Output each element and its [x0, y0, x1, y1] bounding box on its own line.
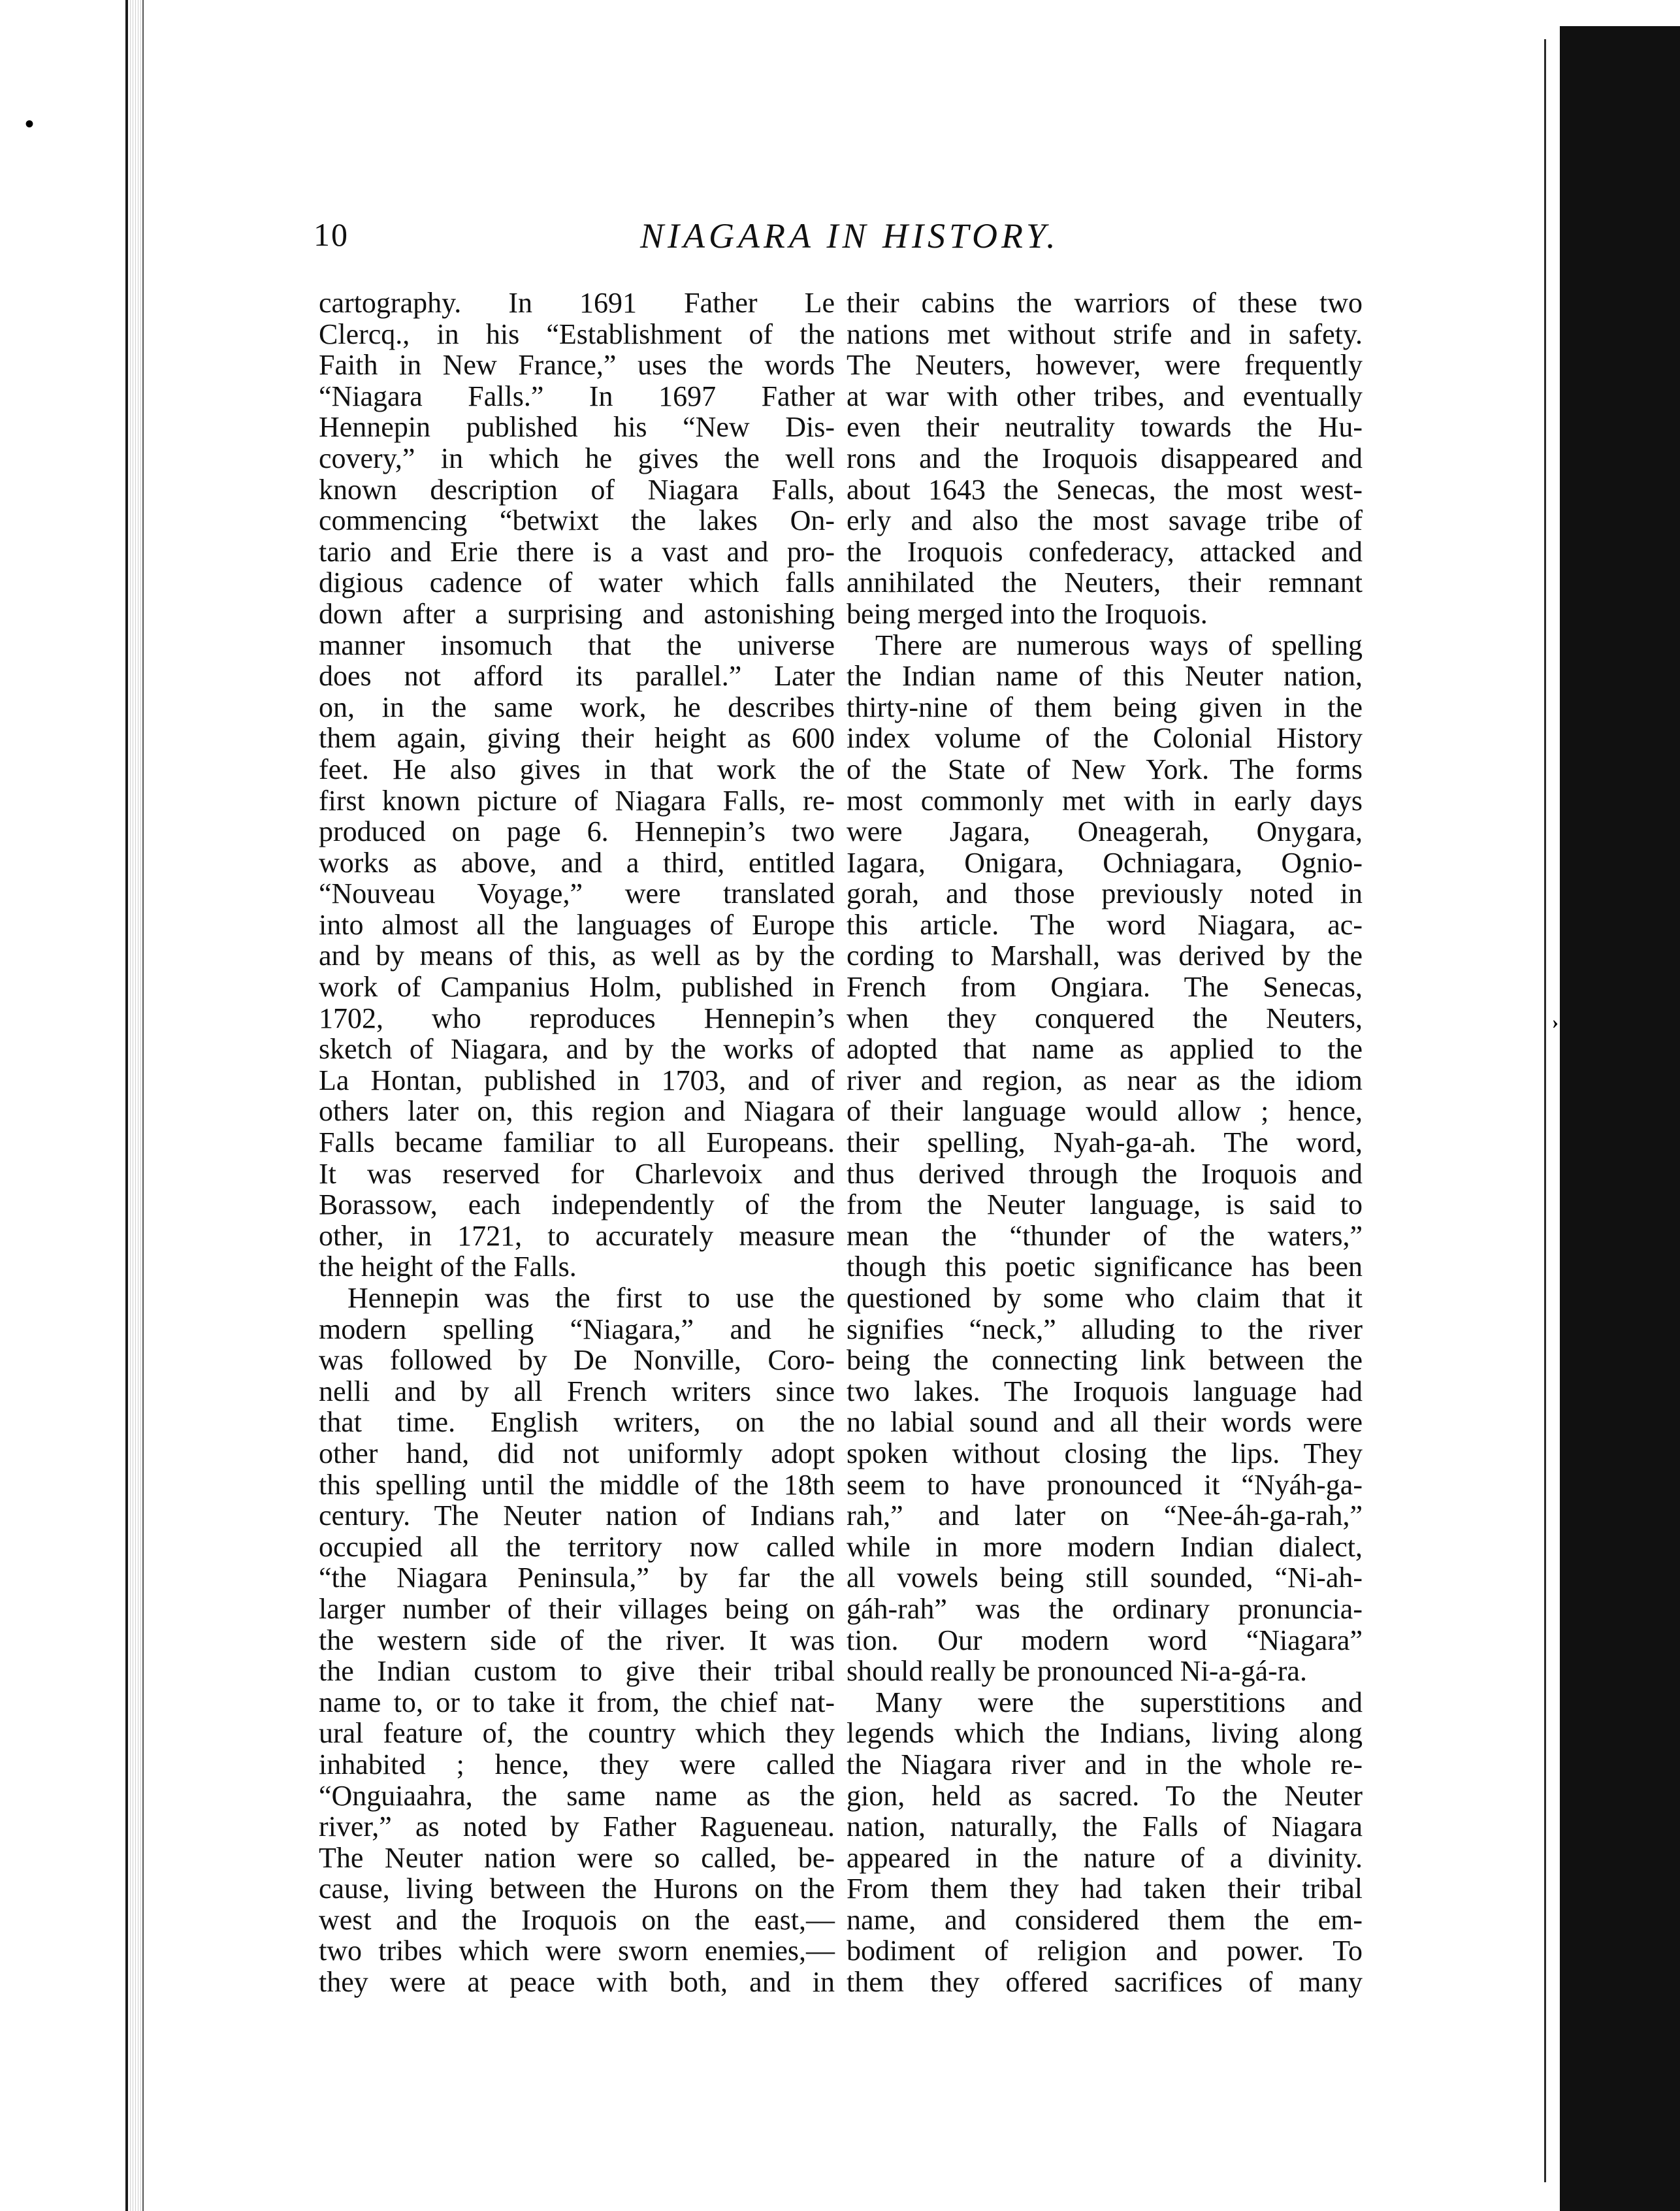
scan-mark-icon: ›: [1552, 1011, 1559, 1033]
text-line: name, and considered them the em-: [847, 1903, 1363, 1936]
text-line: west and the Iroquois on the east,—: [319, 1903, 835, 1936]
text-line: of the State of New York. The forms: [847, 753, 1363, 785]
text-line: “Onguiaahra, the same name as the: [319, 1779, 835, 1812]
text-line: the western side of the river. It was: [319, 1624, 835, 1656]
text-line: cartography. In 1691 Father Le: [319, 287, 835, 319]
text-line: “Nouveau Voyage,” were translated: [319, 877, 835, 910]
text-line: rons and the Iroquois disappeared and: [847, 442, 1363, 474]
text-line: being the connecting link between the: [847, 1344, 1363, 1377]
text-line: all vowels being still sounded, “Ni-ah-: [847, 1562, 1363, 1594]
text-line: The Neuters, however, were frequently: [847, 349, 1363, 382]
text-column-left: [319, 287, 835, 1998]
text-line: There are numerous ways of spelling: [875, 629, 1363, 661]
text-line: down after a surprising and astonishing: [319, 597, 835, 630]
text-line: signifies “neck,” alluding to the river: [847, 1313, 1363, 1345]
text-line: river and region, as near as the idiom: [847, 1064, 1363, 1096]
text-line: thus derived through the Iroquois and: [847, 1157, 1363, 1190]
text-line: name to, or to take it from, the chief nat-: [319, 1686, 835, 1718]
text-line: century. The Neuter nation of Indians: [319, 1499, 835, 1532]
text-line: when they conquered the Neuters,: [847, 1002, 1363, 1034]
text-line: no labial sound and all their words were: [847, 1406, 1363, 1439]
text-line: their cabins the warriors of these two: [847, 287, 1363, 319]
text-line: other hand, did not uniformly adopt: [319, 1437, 835, 1469]
page-edge-right: [1544, 39, 1546, 2182]
text-line: first known picture of Niagara Falls, re-: [319, 784, 835, 817]
text-line: known description of Niagara Falls,: [319, 473, 835, 506]
text-line: feet. He also gives in that work the: [319, 753, 835, 785]
text-line: the Iroquois confederacy, attacked and: [847, 535, 1363, 568]
text-line: 1702, who reproduces Hennepin’s: [319, 1002, 835, 1034]
text-line: Iagara, Onigara, Ochniagara, Ognio-: [847, 846, 1363, 879]
text-line: this spelling until the middle of the 18th: [319, 1468, 835, 1501]
text-line: “Niagara Falls.” In 1697 Father: [319, 380, 835, 412]
text-line: river,” as noted by Father Ragueneau.: [319, 1810, 835, 1843]
text-line: into almost all the languages of Europe: [319, 908, 835, 941]
text-line: even their neutrality towards the Hu-: [847, 411, 1363, 444]
text-line: gion, held as sacred. To the Neuter: [847, 1779, 1363, 1812]
text-line: two tribes which were sworn enemies,—: [319, 1935, 835, 1967]
book-page-edge: [125, 0, 144, 2211]
text-line: the Indian custom to give their tribal: [319, 1655, 835, 1688]
text-line: at war with other tribes, and eventually: [847, 380, 1363, 412]
page-gutter: [1560, 0, 1680, 26]
text-line: bodiment of religion and power. To: [847, 1935, 1363, 1967]
text-line: Hennepin published his “New Dis-: [319, 411, 835, 444]
text-line: tario and Erie there is a vast and pro-: [319, 535, 835, 568]
text-line: modern spelling “Niagara,” and he: [319, 1313, 835, 1345]
text-line: tion. Our modern word “Niagara”: [847, 1624, 1363, 1656]
text-line: ural feature of, the country which they: [319, 1717, 835, 1750]
text-line: nelli and by all French writers since: [319, 1375, 835, 1407]
text-line: was followed by De Nonville, Coro-: [319, 1344, 835, 1377]
text-line: their spelling, Nyah-ga-ah. The word,: [847, 1126, 1363, 1159]
text-line: manner insomuch that the universe: [319, 629, 835, 661]
text-line: should really be pronounced Ni-a-gá-ra.: [847, 1655, 1307, 1688]
text-line: and by means of this, as well as by the: [319, 940, 835, 972]
text-line: about 1643 the Senecas, the most west-: [847, 473, 1363, 506]
text-line: were Jagara, Oneagerah, Onygara,: [847, 815, 1363, 848]
text-line: Many were the superstitions and: [875, 1686, 1363, 1718]
text-line: others later on, this region and Niagara: [319, 1095, 835, 1128]
text-line: gáh-rah” was the ordinary pronuncia-: [847, 1592, 1363, 1625]
text-line: them again, giving their height as 600: [319, 722, 835, 755]
scan-mark-icon: •: [25, 109, 35, 139]
text-line: La Hontan, published in 1703, and of: [319, 1064, 835, 1096]
text-line: Falls became familiar to all Europeans.: [319, 1126, 835, 1159]
running-title: NIAGARA IN HISTORY.: [640, 216, 1059, 255]
text-line: annihilated the Neuters, their remnant: [847, 566, 1363, 599]
scan-border-dark: [1560, 26, 1680, 2211]
text-line: occupied all the territory now called: [319, 1530, 835, 1563]
text-line: seem to have pronounced it “Nyáh-ga-: [847, 1468, 1363, 1501]
text-line: produced on page 6. Hennepin’s two: [319, 815, 835, 848]
text-line: though this poetic significance has been: [847, 1251, 1363, 1283]
text-column-right: [847, 287, 1363, 1998]
text-line: does not afford its parallel.” Later: [319, 660, 835, 693]
text-line: from the Neuter language, is said to: [847, 1188, 1363, 1221]
text-line: thirty-nine of them being given in the: [847, 691, 1363, 723]
text-line: that time. English writers, on the: [319, 1406, 835, 1439]
text-line: Hennepin was the first to use the: [347, 1282, 835, 1314]
text-line: the Niagara river and in the whole re-: [847, 1748, 1363, 1780]
text-line: covery,” in which he gives the well: [319, 442, 835, 474]
text-line: questioned by some who claim that it: [847, 1282, 1363, 1314]
text-line: the height of the Falls.: [319, 1251, 577, 1283]
running-head: [314, 216, 1411, 268]
text-line: being merged into the Iroquois.: [847, 597, 1208, 630]
text-line: rah,” and later on “Nee-áh-ga-rah,”: [847, 1499, 1363, 1532]
text-line: mean the “thunder of the waters,”: [847, 1219, 1363, 1252]
text-line: other, in 1721, to accurately measure: [319, 1219, 835, 1252]
text-line: “the Niagara Peninsula,” by far the: [319, 1562, 835, 1594]
text-line: works as above, and a third, entitled: [319, 846, 835, 879]
text-line: this article. The word Niagara, ac-: [847, 908, 1363, 941]
text-line: most commonly met with in early days: [847, 784, 1363, 817]
text-line: index volume of the Colonial History: [847, 722, 1363, 755]
text-line: From them they had taken their tribal: [847, 1873, 1363, 1905]
text-line: inhabited ; hence, they were called: [319, 1748, 835, 1780]
text-line: digious cadence of water which falls: [319, 566, 835, 599]
text-line: two lakes. The Iroquois language had: [847, 1375, 1363, 1407]
text-line: spoken without closing the lips. They: [847, 1437, 1363, 1469]
text-line: commencing “betwixt the lakes On-: [319, 504, 835, 537]
text-line: adopted that name as applied to the: [847, 1033, 1363, 1066]
text-line: nations met without strife and in safety.: [847, 318, 1363, 350]
text-line: cording to Marshall, was derived by the: [847, 940, 1363, 972]
text-line: them they offered sacrifices of many: [847, 1966, 1363, 1999]
text-line: larger number of their villages being on: [319, 1592, 835, 1625]
text-line: Clercq., in his “Establishment of the: [319, 318, 835, 350]
text-line: French from Ongiara. The Senecas,: [847, 971, 1363, 1004]
text-line: erly and also the most savage tribe of: [847, 504, 1363, 537]
text-line: the Indian name of this Neuter nation,: [847, 660, 1363, 693]
text-line: nation, naturally, the Falls of Niagara: [847, 1810, 1363, 1843]
text-line: Borassow, each independently of the: [319, 1188, 835, 1221]
page-number: 10: [314, 216, 349, 253]
text-line: they were at peace with both, and in: [319, 1966, 835, 1999]
text-line: The Neuter nation were so called, be-: [319, 1841, 835, 1874]
text-line: on, in the same work, he describes: [319, 691, 835, 723]
text-line: It was reserved for Charlevoix and: [319, 1157, 835, 1190]
text-line: gorah, and those previously noted in: [847, 877, 1363, 910]
text-line: sketch of Niagara, and by the works of: [319, 1033, 835, 1066]
text-line: legends which the Indians, living along: [847, 1717, 1363, 1750]
text-line: cause, living between the Hurons on the: [319, 1873, 835, 1905]
text-line: work of Campanius Holm, published in: [319, 971, 835, 1004]
text-line: of their language would allow ; hence,: [847, 1095, 1363, 1128]
text-line: Faith in New France,” uses the words: [319, 349, 835, 382]
text-line: while in more modern Indian dialect,: [847, 1530, 1363, 1563]
text-line: appeared in the nature of a divinity.: [847, 1841, 1363, 1874]
